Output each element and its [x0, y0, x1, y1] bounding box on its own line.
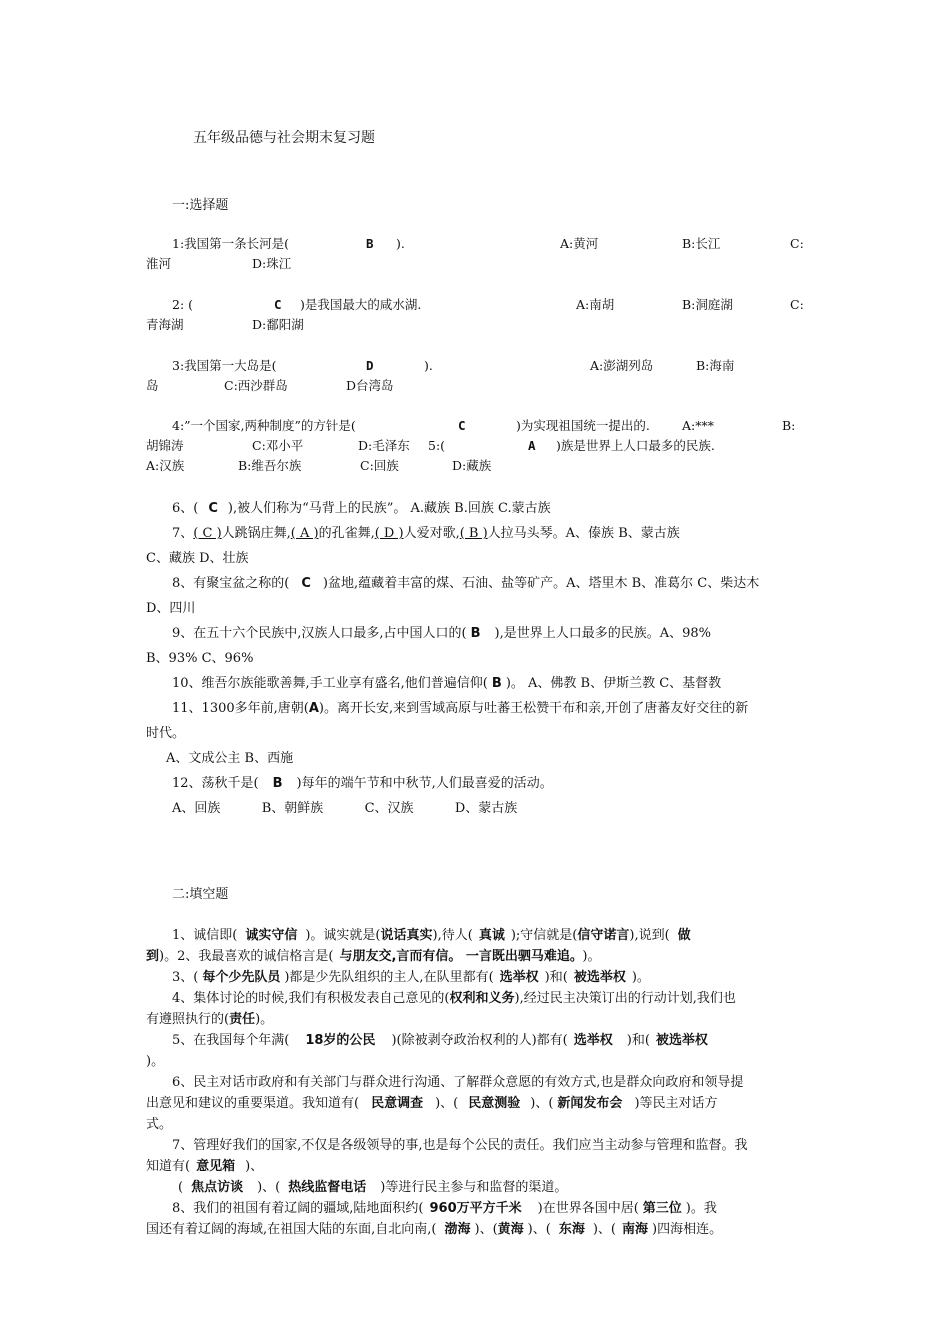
fill-6-end: 式。 [146, 1117, 173, 1132]
fill-4-cont: 有遵照执行的(责任)。 [146, 1012, 274, 1027]
question-3 [146, 356, 806, 396]
option-a: A:*** [682, 418, 714, 433]
fill-8-cont: 国还有着辽阔的海域,在祖国大陆的东面,自北向南,( 渤海 )、(黄海 )、( 东海 )、( 南海 )四海相连。 [146, 1222, 723, 1237]
fill-6-cont: 出意见和建议的重要渠道。我知道有( 民意调查 )、( 民意测验 )、( 新闻发布会 )等民主对话方 [146, 1096, 718, 1111]
option-b: B:长江 [682, 236, 721, 251]
question-9: 9、在五十六个民族中,汉族人口最多,占中国人口的( B ),是世界上人口最多的民族。A、98% [172, 626, 712, 641]
option-b: B:洞庭湖 [682, 297, 733, 312]
fill-3: 3、( 每个少先队员 )都是少先队组织的主人,在队里都有( 选举权 )和( 被选举权 )。 [172, 970, 650, 985]
answer: C [458, 418, 466, 433]
option-a: A:黄河 [560, 236, 599, 251]
option-d: D:鄱阳湖 [252, 317, 304, 332]
question-text: 2: ( [172, 297, 194, 312]
option-c-5: C:回族 [360, 458, 399, 473]
fill-5-cont: )。 [146, 1054, 165, 1069]
option-b-5: B:维吾尔族 [238, 458, 302, 473]
section-heading-choice: 一:选择题 [172, 198, 229, 213]
question-close: )是我国最大的咸水湖. [300, 297, 422, 312]
option-d: D:珠江 [252, 256, 292, 271]
question-2 [146, 295, 806, 335]
question-8-cont: D、四川 [146, 601, 196, 616]
question-7: 7、( C )人跳锅庄舞,( A )的孔雀舞,( D )人爱对歌,( B )人拉马头琴。A、傣族 B、蒙古族 [172, 526, 680, 541]
question-text: 1:我国第一条长河是( [172, 236, 290, 251]
option-c: C: [790, 297, 804, 312]
option-c-text: 淮河 [146, 256, 172, 271]
question-11-options: A、文成公主 B、西施 [166, 751, 294, 766]
question-11-cont: 时代。 [146, 726, 186, 741]
question-close: ). [396, 236, 405, 251]
answer: D [366, 358, 374, 373]
option-c: C: [790, 236, 804, 251]
fill-6: 6、民主对话市政府和有关部门与群众进行沟通、了解群众意愿的有效方式,也是群众向政府和领导提 [172, 1075, 744, 1090]
fill-7-cont: 知道有( 意见箱 )、 [146, 1159, 264, 1174]
question-1 [146, 234, 806, 274]
option-c: C:西沙群岛 [224, 378, 288, 393]
question-close: )为实现祖国统一提出的. [516, 418, 650, 433]
question-11: 11、1300多年前,唐朝(A)。离开长安,来到雪域高原与吐蕃王松赞干布和亲,开创了唐蕃友好交往的新 [172, 701, 749, 716]
option-d-5: D:藏族 [452, 458, 492, 473]
question-4 [146, 416, 806, 476]
option-b-text: 胡锦涛 [146, 438, 184, 453]
question-8: 8、有聚宝盆之称的( C )盆地,蕴藏着丰富的煤、石油、盐等矿产。A、塔里木 B、准葛尔 C、柴达木 [172, 576, 760, 591]
document-title: 五年级品德与社会期末复习题 [193, 130, 375, 146]
answer-5: A [528, 438, 536, 453]
fill-7-channels: ( 焦点访谈 )、( 热线监督电话 )等进行民主参与和监督的渠道。 [178, 1180, 568, 1195]
question-text: 3:我国第一大岛是( [172, 358, 277, 373]
option-b: B:海南 [696, 358, 735, 373]
question-12: 12、荡秋千是( B )每年的端午节和中秋节,人们最喜爱的活动。 [172, 776, 553, 791]
fill-5: 5、在我国每个年满( 18岁的公民 )(除被剥夺政治权利的人)都有( 选举权 )和( 被选举权 [172, 1033, 708, 1048]
question-5-text: 5:( [428, 438, 446, 453]
option-b: B: [782, 418, 796, 433]
question-12-options: A、回族 B、朝鲜族 C、汉族 D、蒙古族 [172, 801, 518, 816]
fill-questions [146, 925, 814, 1240]
fill-2: 到)。2、我最喜欢的诚信格言是( 与朋友交,言而有信。 一言既出驷马难追。 )。 [146, 949, 601, 964]
option-a: A:南胡 [576, 297, 615, 312]
fill-4: 4、集体讨论的时候,我们有积极发表自己意见的(权利和义务),经过民主决策订出的行动计划,我们也 [172, 991, 736, 1006]
question-9-cont: B、93% C、96% [146, 651, 254, 666]
question-10: 10、维吾尔族能歌善舞,手工业享有盛名,他们普遍信仰( B )。 A、佛教 B、伊斯兰教 C、基督教 [172, 676, 722, 691]
question-text: 4:”一个国家,两种制度”的方针是( [172, 418, 356, 433]
section-heading-fill: 二:填空题 [172, 887, 229, 902]
option-d: D:毛泽东 [358, 438, 410, 453]
fill-1: 1、诚信即( 诚实守信 )。诚实就是(说话真实),待人( 真诚 );守信就是(信守诺言),说到( 做 [172, 928, 691, 943]
option-a-5: A:汉族 [146, 458, 185, 473]
question-7-cont: C、藏族 D、壮族 [146, 551, 249, 566]
answer: C [274, 297, 282, 312]
fill-7: 7、管理好我们的国家,不仅是各级领导的事,也是每个公民的责任。我们应当主动参与管理和监督。我 [172, 1138, 748, 1153]
answer: B [366, 236, 374, 251]
fill-8: 8、我们的祖国有着辽阔的疆域,陆地面积约( 960万平方千米 )在世界各国中居( 第三位 )。我 [172, 1201, 717, 1216]
questions-6-12 [146, 496, 811, 821]
question-6: 6、( C ),被人们称为“马背上的民族”。 A.藏族 B.回族 C.蒙古族 [172, 501, 551, 516]
option-d: D台湾岛 [346, 378, 394, 393]
question-close: ). [424, 358, 433, 373]
option-b-text: 岛 [146, 378, 159, 393]
option-c-text: 青海湖 [146, 317, 184, 332]
option-c: C:邓小平 [252, 438, 304, 453]
option-a: A:澎湖列岛 [590, 358, 654, 373]
question-5-close: )族是世界上人口最多的民族. [556, 438, 715, 453]
